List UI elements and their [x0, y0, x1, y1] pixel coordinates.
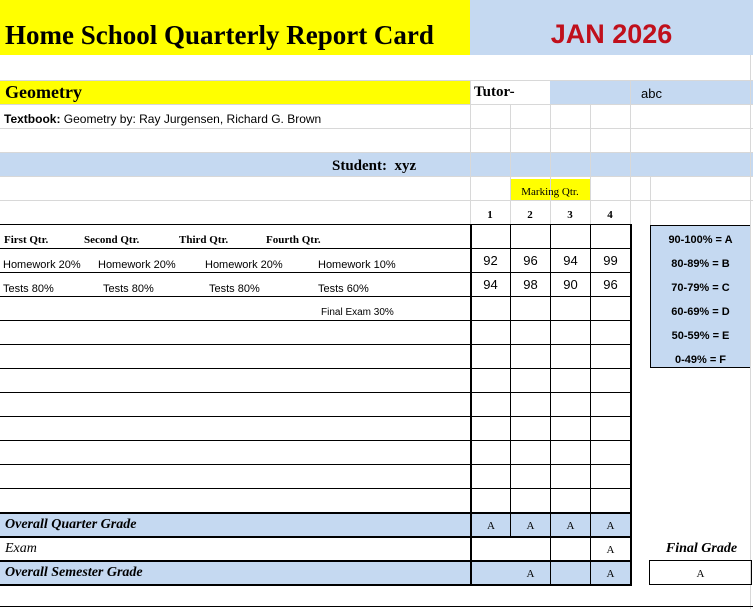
student-line: [332, 158, 416, 175]
overall-semester-q3: [551, 562, 590, 585]
exam-q4: A: [606, 543, 615, 556]
overall-quarter-label: Overall Quarter Grade: [5, 517, 137, 532]
exam-q3: [551, 538, 590, 561]
textbook-value: Geometry by: Ray Jurgensen, Richard G. Brown: [60, 112, 322, 126]
grade-scale-c: 70-79% = C: [671, 282, 730, 294]
homework-score-q1: 92: [483, 253, 498, 268]
tests-weight-q1: Tests 80%: [3, 283, 54, 295]
student-label: Student:: [332, 158, 388, 174]
homework-score-q2: 96: [523, 253, 538, 268]
overall-quarter-q3: A: [566, 519, 575, 532]
first-qtr-header: First Qtr.: [4, 234, 49, 246]
overall-quarter-q1: A: [487, 519, 495, 532]
tutor-name: abc: [641, 86, 662, 101]
report-title: Home School Quarterly Report Card: [5, 20, 434, 50]
subject-label: Geometry: [5, 82, 82, 102]
grade-scale-e: 50-59% = E: [671, 330, 730, 342]
homework-score-q4: 99: [603, 253, 618, 268]
marking-qtr-4: 4: [607, 209, 613, 221]
overall-semester-label: Overall Semester Grade: [5, 565, 143, 580]
exam-label: Exam: [5, 541, 37, 556]
overall-semester-q4: A: [606, 567, 615, 580]
overall-quarter-q4: A: [606, 519, 615, 532]
fourth-qtr-header: Fourth Qtr.: [266, 234, 321, 246]
overall-quarter-q2: A: [526, 519, 535, 532]
student-name: xyz: [394, 158, 417, 174]
report-date: JAN 2026: [550, 19, 673, 49]
marking-qtr-2: 2: [527, 209, 533, 221]
overall-semester-q2: A: [526, 567, 535, 580]
homework-score-q3: 94: [563, 253, 578, 268]
homework-weight-q2: Homework 20%: [98, 259, 176, 271]
textbook-label: Textbook:: [4, 112, 61, 126]
marking-qtr-label: Marking Qtr.: [521, 186, 579, 198]
tests-score-q2: 98: [523, 277, 538, 292]
textbook-line: [4, 112, 321, 126]
homework-weight-q1: Homework 20%: [3, 259, 81, 271]
tests-weight-q3: Tests 80%: [209, 283, 260, 295]
exam-q2: [511, 538, 550, 561]
final-grade-value: A: [696, 567, 705, 580]
marking-qtr-3: 3: [567, 209, 573, 221]
grade-scale-d: 60-69% = D: [671, 306, 730, 318]
final-exam-weight: Final Exam 30%: [321, 307, 394, 318]
tests-score-q4: 96: [603, 277, 618, 292]
tests-score-q3: 90: [563, 277, 578, 292]
grade-scale-background: [650, 225, 751, 368]
tests-weight-q2: Tests 80%: [103, 283, 154, 295]
tests-weight-q4: Tests 60%: [318, 283, 369, 295]
grade-scale-b: 80-89% = B: [671, 258, 730, 270]
tests-score-q1: 94: [483, 277, 498, 292]
final-grade-label: Final Grade: [665, 541, 738, 556]
homework-weight-q3: Homework 20%: [205, 259, 283, 271]
exam-q1: [472, 538, 510, 561]
tutor-label: Tutor-: [474, 84, 515, 100]
second-qtr-header: Second Qtr.: [84, 234, 140, 246]
grade-scale-a: 90-100% = A: [668, 234, 733, 246]
homework-weight-q4: Homework 10%: [318, 259, 396, 271]
third-qtr-header: Third Qtr.: [179, 234, 229, 246]
grade-scale-f: 0-49% = F: [674, 354, 727, 366]
marking-qtr-1: 1: [487, 209, 493, 221]
